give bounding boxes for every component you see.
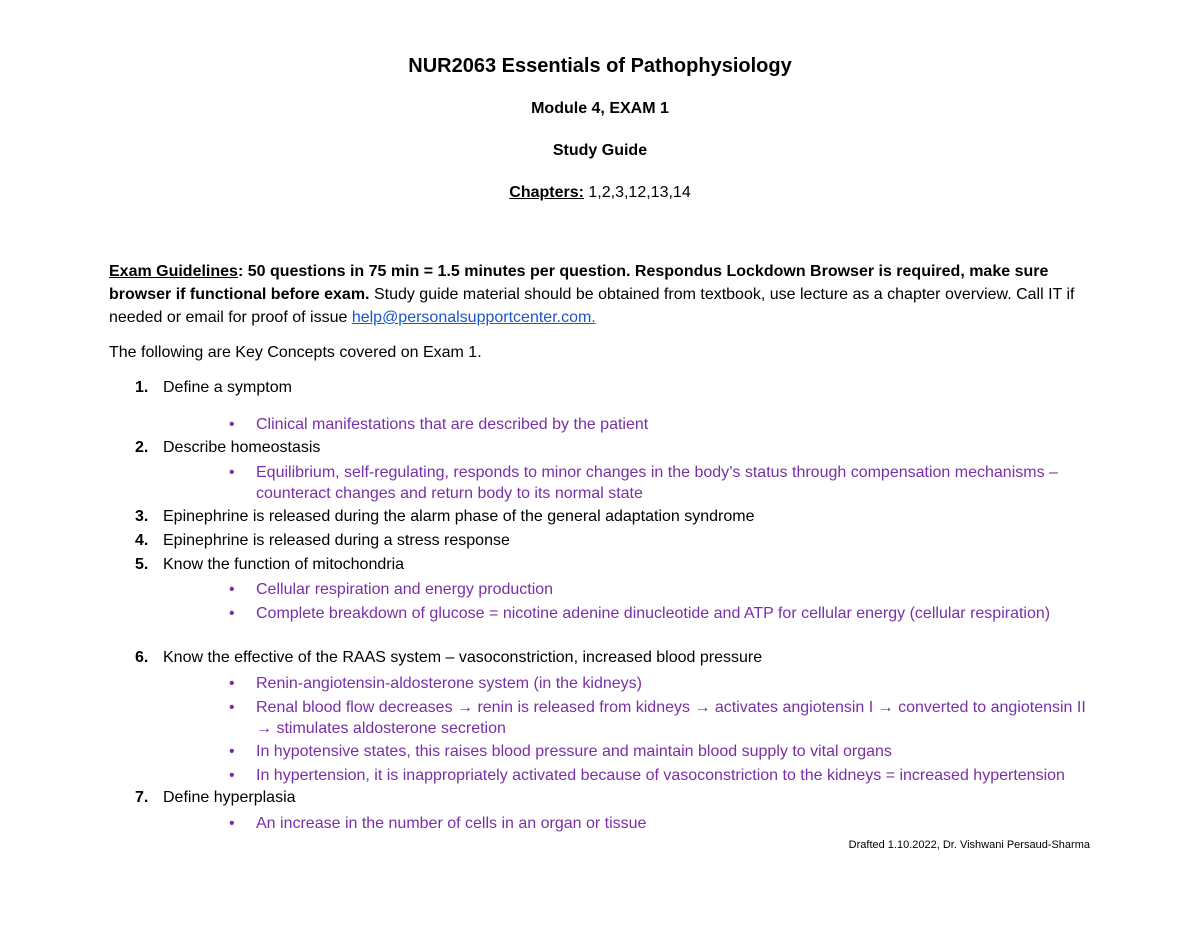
guidelines-colon: : <box>237 263 244 280</box>
list-item <box>135 556 404 574</box>
study-guide-heading: Study Guide <box>552 142 648 159</box>
sub-bullet <box>229 813 1099 834</box>
bullet-dot: • <box>229 416 235 433</box>
item-number: 1. <box>135 379 149 396</box>
item-text: Epinephrine is released during the alarm phase of the general adaptation syndrome <box>163 508 755 525</box>
bullet-dot: • <box>229 581 235 598</box>
item-text: Define a symptom <box>163 379 292 396</box>
bullet-text: Renin-angiotensin-aldosterone system (in the kidneys) <box>256 675 642 692</box>
intro-text: The following are Key Concepts covered on Exam 1. <box>109 344 482 361</box>
item-number: 5. <box>135 556 149 573</box>
guidelines-text: Study guide material should be obtained from textbook, use lecture as a chapter overview. Call IT if needed or email for proof of issue <box>109 286 1075 326</box>
item-number: 7. <box>135 789 149 806</box>
draft-footer: Drafted 1.10.2022, Dr. Vishwani Persaud-Sharma <box>848 839 1090 851</box>
bullet-text: Cellular respiration and energy production <box>256 581 554 598</box>
list-item <box>135 532 510 550</box>
item-number: 2. <box>135 439 149 456</box>
exam-guidelines <box>109 260 1084 329</box>
bullet-dot: • <box>229 815 235 832</box>
bullet-text: Clinical manifestations that are described by the patient <box>256 416 649 433</box>
guidelines-bold-text: 50 questions in 75 min = 1.5 minutes per question. Respondus Lockdown Browser is required, make sure browser if functional before exam. <box>109 263 1049 303</box>
chapters-label: Chapters: <box>509 184 584 201</box>
sub-bullet <box>229 462 1099 504</box>
bullet-text: Renal blood flow decreases → renin is released from kidneys → activates angiotensin I → converted to angiotensin II → stimulates aldosterone secretion <box>256 699 1086 737</box>
item-text: Know the function of mitochondria <box>163 556 405 573</box>
bullet-dot: • <box>229 767 235 784</box>
sub-bullet <box>229 579 1099 600</box>
list-item <box>135 439 320 457</box>
bullet-text: An increase in the number of cells in an organ or tissue <box>256 815 647 832</box>
chapters-value: 1,2,3,12,13,14 <box>583 184 691 201</box>
document-title: NUR2063 Essentials of Pathophysiology <box>408 55 792 77</box>
bullet-dot: • <box>229 699 235 716</box>
list-item <box>135 508 755 526</box>
sub-bullet <box>229 765 1099 786</box>
guidelines-label: Exam Guidelines <box>109 263 238 280</box>
item-text: Describe homeostasis <box>163 439 321 456</box>
bullet-text: In hypertension, it is inappropriately activated because of vasoconstriction to the kidneys = increased hypertension <box>256 767 1065 784</box>
bullet-dot: • <box>229 605 235 622</box>
bullet-dot: • <box>229 743 235 760</box>
item-text: Know the effective of the RAAS system – vasoconstriction, increased blood pressure <box>163 649 763 666</box>
bullet-text: In hypotensive states, this raises blood pressure and maintain blood supply to vital organs <box>256 743 892 760</box>
list-item <box>135 649 762 667</box>
item-number: 3. <box>135 508 149 525</box>
support-email-link[interactable]: help@personalsupportcenter.com. <box>351 309 596 326</box>
sub-bullet <box>229 697 1099 739</box>
item-text: Define hyperplasia <box>163 789 296 806</box>
list-item <box>135 379 292 397</box>
chapters-line <box>0 184 1200 202</box>
item-number: 6. <box>135 649 149 666</box>
bullet-dot: • <box>229 675 235 692</box>
sub-bullet <box>229 673 1099 694</box>
sub-bullet <box>229 603 1099 624</box>
item-number: 4. <box>135 532 149 549</box>
bullet-text: Equilibrium, self-regulating, responds to minor changes in the body’s status through compensation mechanisms – counteract changes and return body to its normal state <box>256 464 1058 502</box>
item-text: Epinephrine is released during a stress response <box>163 532 510 549</box>
bullet-text: Complete breakdown of glucose = nicotine adenine dinucleotide and ATP for cellular energy (cellular respiration) <box>256 605 1051 622</box>
module-heading: Module 4, EXAM 1 <box>531 100 669 117</box>
sub-bullet <box>229 741 1099 762</box>
list-item <box>135 789 296 807</box>
bullet-dot: • <box>229 464 235 481</box>
sub-bullet <box>229 414 1099 435</box>
